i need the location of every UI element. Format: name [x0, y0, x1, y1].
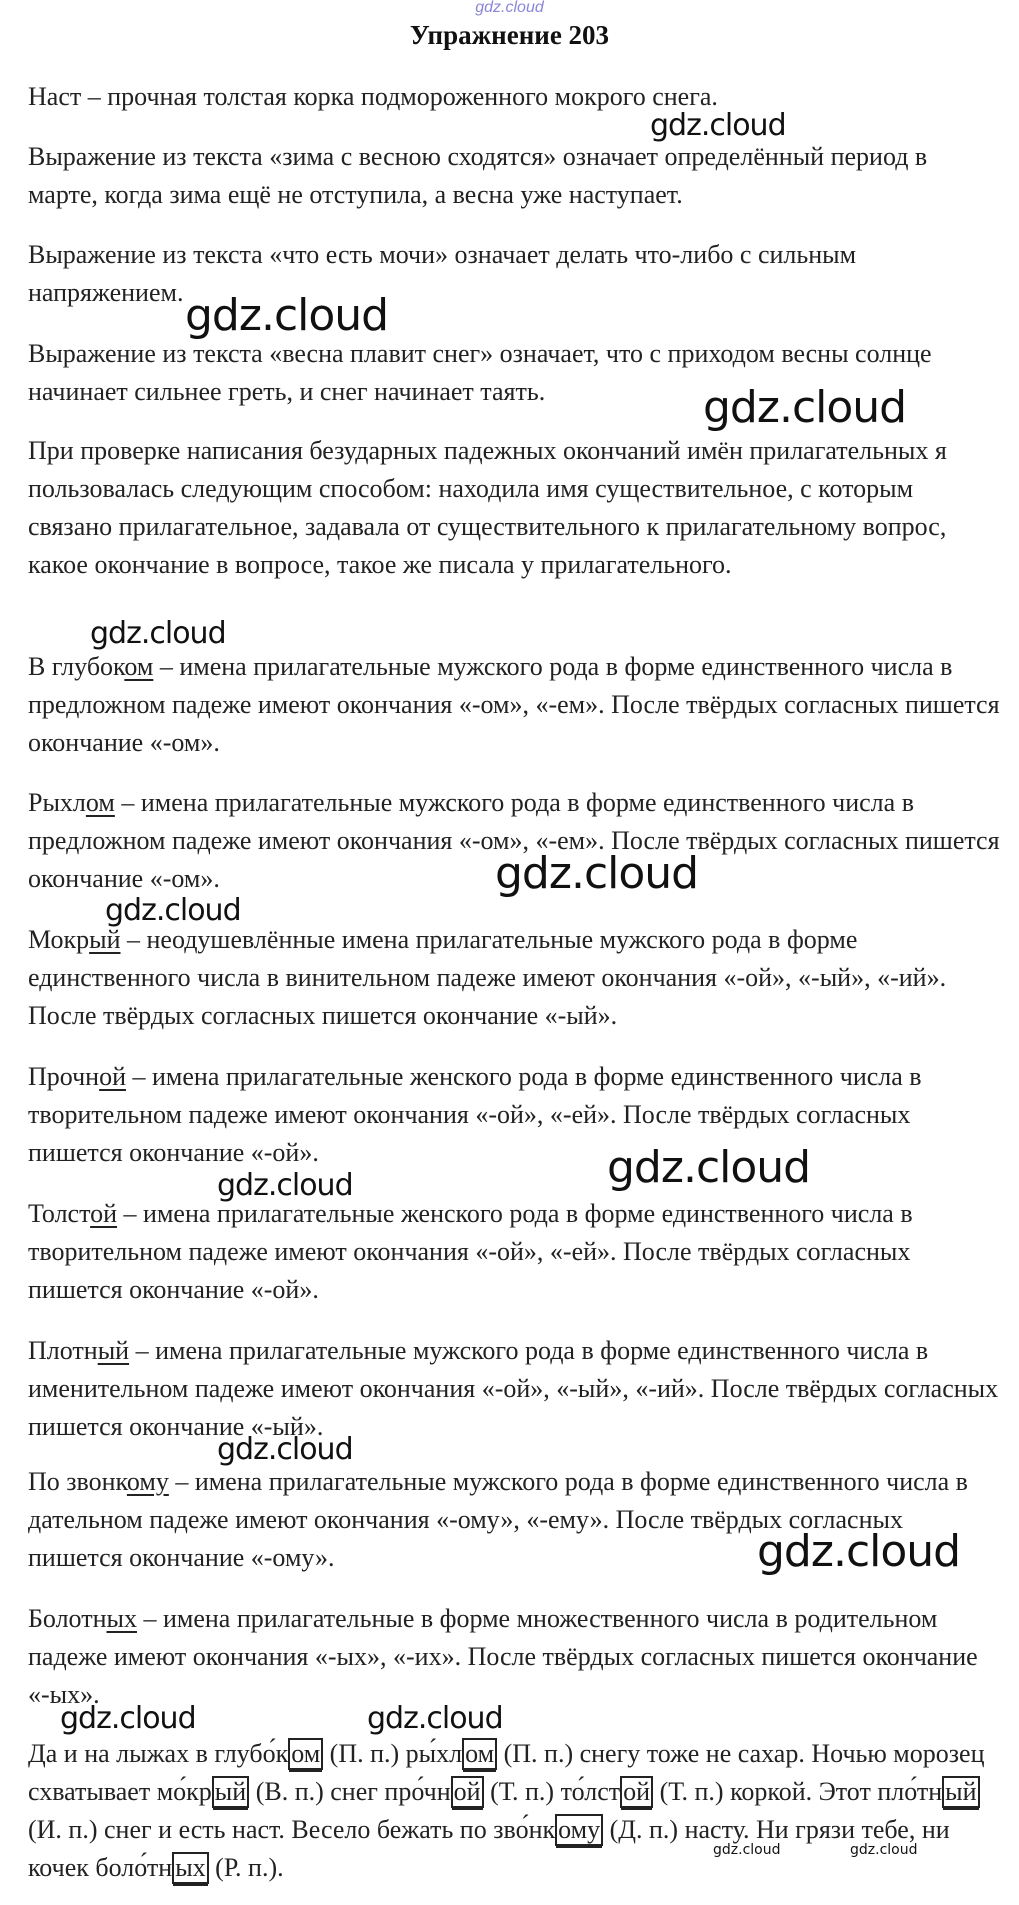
entry-ending: ых	[106, 1604, 137, 1633]
entry-stem: Толст	[28, 1199, 91, 1228]
ending-box: ый	[212, 1776, 249, 1808]
paragraph-expression-3: Выражение из текста «весна плавит снег» означает, что с приходом весны солнце начинает сильнее греть, и снег начинает таять.	[28, 339, 932, 406]
final-segment: (П. п.) ры́хл	[323, 1739, 463, 1768]
entry-plotnyy	[28, 1332, 1003, 1446]
watermark: gdz.cloud	[713, 1842, 781, 1858]
entry-mokryy	[28, 921, 1003, 1035]
page-title: Упражнение 203	[409, 20, 610, 50]
ending-box: ых	[172, 1852, 208, 1884]
entry-stem: Мокр	[28, 925, 90, 954]
final-segment: (Д. п.) насту. Ни грязи тебе, ни кочек боло́тн	[28, 1815, 950, 1882]
final-segment: (И. п.) снег и есть наст. Весело бежать по зво́нк	[28, 1815, 556, 1844]
ending-box: ой	[620, 1776, 653, 1808]
entry-text: – имена прилагательные женского рода в форме единственного числа в творительном падеже имеют окончания «-ой», «-ей». После твёрдых согласных пишется окончание «-ой».	[28, 1199, 913, 1304]
watermark: gdz.cloud	[757, 1526, 961, 1577]
watermark: gdz.cloud	[60, 1701, 196, 1736]
entry-stem: Рыхл	[28, 788, 86, 817]
entry-ending: ый	[97, 1336, 130, 1365]
watermark: gdz.cloud	[367, 1701, 503, 1736]
entry-prochnoy	[28, 1058, 1003, 1172]
entry-stem: Плотн	[28, 1336, 98, 1365]
entry-stem: По звонк	[28, 1467, 127, 1496]
watermark: gdz.cloud	[217, 1432, 353, 1467]
paragraph-nast: Наст – прочная толстая корка подмороженного мокрого снега.	[28, 82, 718, 111]
final-segment: (Т. п.) то́лст	[483, 1777, 621, 1806]
entry-ending: ой	[99, 1062, 127, 1091]
entry-stem: Болотн	[28, 1604, 107, 1633]
final-text	[28, 1735, 1003, 1887]
entry-text: – неодушевлённые имена прилагательные мужского рода в форме единственного числа в винительном падеже имеют окончания «-ой», «-ый», «-ий». После твёрдых согласных пишется окончание «-ый».	[28, 925, 947, 1030]
entry-stem: В глубок	[28, 652, 125, 681]
watermark: gdz.cloud	[703, 382, 907, 433]
entry-text: – имена прилагательные мужского рода в форме единственного числа в предложном падеже имеют окончания «-ом», «-ем». После твёрдых согласных пишется окончание «-ом».	[28, 652, 1000, 757]
entry-ending: ый	[89, 925, 121, 954]
watermark: gdz.cloud	[650, 108, 786, 143]
paragraph-method: При проверке написания безударных падежных окончаний имён прилагательных я пользовалась следующим способом: находила имя существительное, с которым связано прилагательное, задавала от существительного к прилагательному вопрос, какое окончание в вопросе, такое же писала у прилагательного.	[28, 436, 947, 579]
entry-text: – имена прилагательные женского рода в форме единственного числа в творительном падеже имеют окончания «-ой», «-ей». После твёрдых согласных пишется окончание «-ой».	[28, 1062, 922, 1167]
paragraph-expression-2: Выражение из текста «что есть мочи» означает делать что-либо с сильным напряжением.	[28, 240, 857, 307]
ending-box: ый	[942, 1776, 979, 1808]
watermark: gdz.cloud	[495, 848, 699, 899]
entry-bolotnyh	[28, 1600, 1003, 1714]
entry-glubokom	[28, 648, 1003, 762]
watermark: gdz.cloud	[90, 616, 226, 651]
ending-box: ому	[555, 1814, 603, 1846]
final-segment: (В. п.) снег про́чн	[249, 1777, 451, 1806]
watermark: gdz.cloud	[217, 1168, 353, 1203]
final-segment: (П. п.) снегу тоже не сахар. Ночью морозец схватывает мо́кр	[28, 1739, 985, 1806]
watermark: gdz.cloud	[850, 1842, 918, 1858]
entry-text: – имена прилагательные мужского рода в форме единственного числа в предложном падеже имеют окончания «-ом», «-ем». После твёрдых согласных пишется окончание «-ом».	[28, 788, 1000, 893]
entry-text: – имена прилагательные мужского рода в форме единственного числа в дательном падеже имеют окончания «-ому», «-ему». После твёрдых согласных пишется окончание «-ому».	[28, 1467, 968, 1572]
paragraph-expression-1: Выражение из текста «зима с весною сходятся» означает определённый период в марте, когда зима ещё не отступила, а весна уже наступает.	[28, 142, 928, 209]
watermark: gdz.cloud	[105, 893, 241, 928]
entry-stem: Прочн	[28, 1062, 100, 1091]
final-segment: (Т. п.) коркой. Этот пло́тн	[653, 1777, 943, 1806]
ending-box: ом	[288, 1738, 323, 1770]
entry-text: – имена прилагательные в форме множественного числа в родительном падеже имеют окончания «-ых», «-их». После твёрдых согласных пишется окончание «-ых».	[28, 1604, 978, 1709]
entry-tolstoy	[28, 1195, 1003, 1309]
final-segment: (Р. п.).	[208, 1853, 284, 1882]
ending-box: ом	[462, 1738, 497, 1770]
entry-ending: ому	[126, 1467, 169, 1496]
entry-text: – имена прилагательные мужского рода в форме единственного числа в именительном падеже имеют окончания «-ой», «-ый», «-ий». После твёрдых согласных пишется окончание «-ый».	[28, 1336, 999, 1441]
watermark: gdz.cloud	[185, 290, 389, 341]
watermark-top: gdz.cloud	[475, 0, 544, 16]
entry-ending: ой	[90, 1199, 118, 1228]
final-segment: Да и на лыжах в глубо́к	[28, 1739, 289, 1768]
entry-ending: ом	[124, 652, 154, 681]
entry-ending: ом	[85, 788, 115, 817]
watermark: gdz.cloud	[607, 1142, 811, 1193]
ending-box: ой	[451, 1776, 484, 1808]
